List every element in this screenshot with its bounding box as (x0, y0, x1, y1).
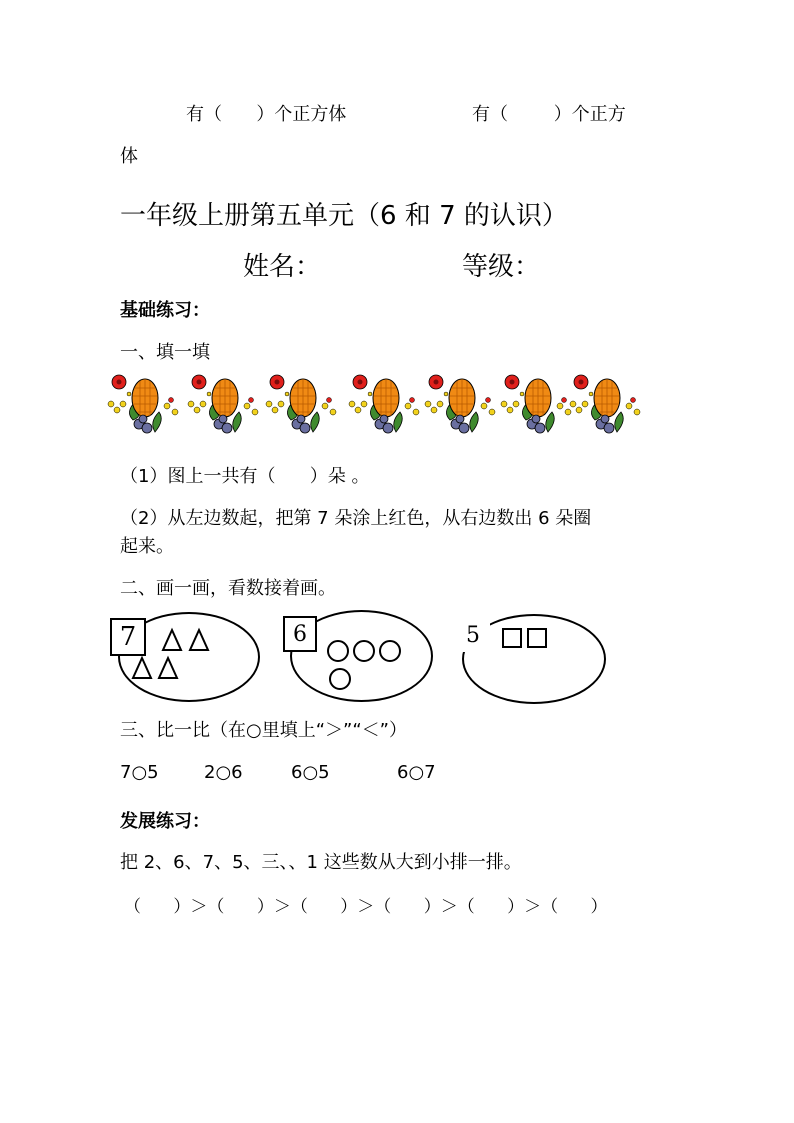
dev-heading: 发展练习： (120, 811, 210, 832)
flower-icon (498, 372, 578, 438)
order-blanks: （ ）＞（ ）＞（ ）＞（ ）＞（ ）＞（ ） (124, 897, 608, 917)
triangle-group (128, 624, 218, 684)
cube-count-left: 有（ ）个正方体 (186, 104, 347, 125)
compare-item: 2○6 (204, 762, 243, 783)
name-label: 姓名： (243, 252, 322, 282)
compare-item: 6○5 (291, 762, 330, 783)
square-shape (527, 628, 547, 648)
grade-label: 等级： (462, 252, 541, 282)
cube-count-right: 有（ ）个正方 (472, 104, 626, 125)
q1-heading: 一、填一填 (120, 342, 210, 363)
flower-icon (346, 372, 426, 438)
q3-heading: 三、比一比（在○里填上“＞”“＜”） (120, 720, 408, 741)
basic-heading: 基础练习： (120, 300, 210, 321)
number-box: 6 (283, 616, 317, 652)
q1-line1: （1）图上一共有（ ）朵 。 (120, 466, 370, 487)
q2-heading: 二、画一画，看数接着画。 (120, 578, 336, 599)
flower-icon (185, 372, 265, 438)
page-title: 一年级上册第五单元（6 和 7 的认识） (120, 201, 568, 231)
circle-shape (379, 640, 401, 662)
number-box: 5 (456, 622, 490, 652)
q1-line2: （2）从左边数起，把第 7 朵涂上红色，从右边数出 6 朵圈 (120, 508, 592, 529)
circle-shape (329, 668, 351, 690)
cube-count-wrap: 体 (120, 146, 138, 167)
flower-icon (422, 372, 502, 438)
circle-shape (327, 640, 349, 662)
compare-item: 7○5 (120, 762, 159, 783)
square-shape (502, 628, 522, 648)
number-box: 7 (110, 618, 146, 656)
flower-icon (105, 372, 185, 438)
dev-instruction: 把 2、6、7、5、三、、1 这些数从大到小排一排。 (120, 852, 522, 873)
flower-icon (263, 372, 343, 438)
flower-icon (567, 372, 647, 438)
circle-shape (353, 640, 375, 662)
q1-line2-wrap: 起来。 (120, 536, 174, 557)
compare-item: 6○7 (397, 762, 436, 783)
